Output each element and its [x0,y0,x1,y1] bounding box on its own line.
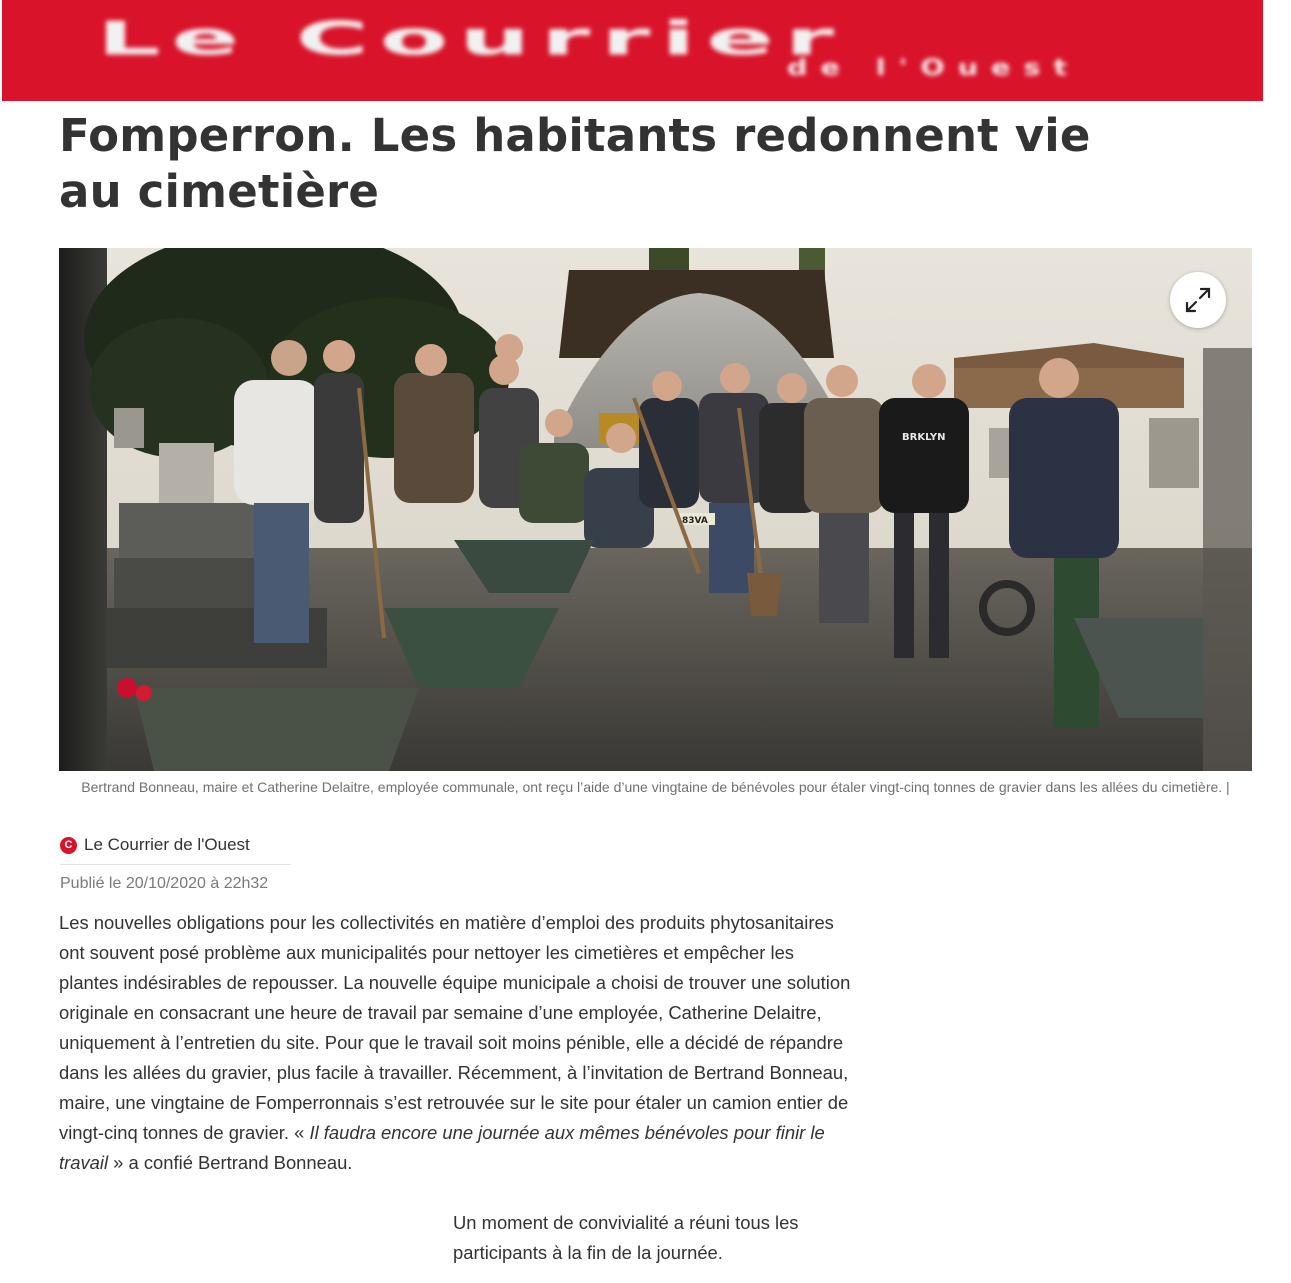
article-paragraph-1 [59,908,854,1178]
article-paragraph-2: Un moment de convivialité a réuni tous les participants à la fin de la journée. [453,1212,799,1263]
license-plate: 83VA [682,516,708,526]
masthead-logo [97,4,1217,94]
article-source[interactable] [60,834,250,856]
paragraph-1-end: » a confié Bertrand Bonneau. [108,1152,353,1173]
source-logo-letter: C [64,838,73,851]
source-name: Le Courrier de l'Ouest [84,835,250,854]
photo-caption: Bertrand Bonneau, maire et Catherine Delaitre, employée communale, ont reçu l’aide d’une vingtaine de bénévoles pour étaler vingt-cinq tonnes de gravier dans les allées du cimetière. | [81,779,1230,795]
expand-photo-button[interactable] [1170,272,1226,328]
paragraph-1-quote: Il faudra encore une journée aux mêmes bénévoles pour finir le travail [59,1122,825,1173]
masthead-banner[interactable] [2,0,1263,101]
source-divider [60,864,291,865]
tshirt-print: BRKLYN [902,432,946,443]
masthead-subtitle: de l'Ouest [787,56,1081,81]
article-photo[interactable] [59,248,1252,771]
paragraph-1-text: Les nouvelles obligations pour les collectivités en matière d’emploi des produits phytosanitaires ont souvent posé problème aux municipalités pour nettoyer les cimetières et empêcher les plantes indésirables de repousser. La nouvelle équipe municipale a choisi de trouver une solution originale en consacrant une heure de travail par semaine d’une employée, Catherine Delaitre, uniquement à l’entretien du site. Pour que le travail soit moins pénible, elle a décidé de répandre dans les allées du gravier, plus facile à travailler. Récemment, à l’invitation de Bertrand Bonneau, maire, une vingtaine de Fomperronnais s’est retrouvée sur le site pour étaler un camion entier de vingt-cinq tonnes de gravier. « [59,912,851,1143]
photo-illustration [59,248,1252,771]
expand-icon [1182,284,1214,316]
courrier-logo-icon [60,837,77,854]
masthead-title: Le Courrier [97,12,845,66]
published-date: Publié le 20/10/2020 à 22h32 [60,875,269,892]
article-title: Fomperron. Les habitants redonnent vie au cimetière [59,109,1091,218]
